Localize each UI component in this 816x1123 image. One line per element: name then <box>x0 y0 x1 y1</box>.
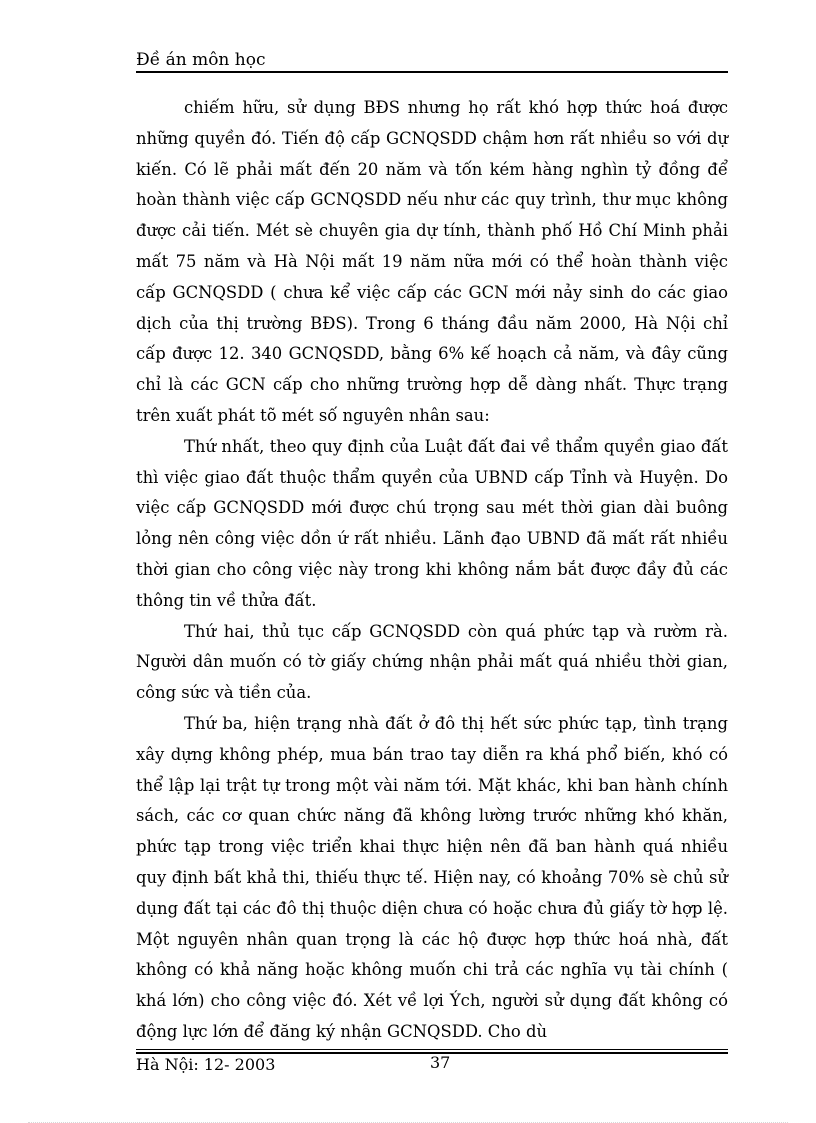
paragraph-2: Thứ nhất, theo quy định của Luật đất đai về thẩm quyền giao đất thì việc giao đất thuộc thẩm quyền của UBND cấp Tỉnh và Huyện. Do việc cấp GCNQSDD mới được chú trọng sau mét thời gian dài buông lỏng nên công việc dồn ứ rất nhiều. Lãnh đạo UBND đã mất rất nhiều thời gian cho công việc này trong khi không nắm bắt được đầy đủ các thông tin về thửa đất. <box>136 436 728 610</box>
page-number: 37 <box>430 1053 451 1072</box>
paragraph-3: Thứ hai, thủ tục cấp GCNQSDD còn quá phức tạp và rườm rà. Người dân muốn có tờ giấy chứng nhận phải mất quá nhiều thời gian, công sức và tiền của. <box>136 621 728 703</box>
paragraph-1: chiếm hữu, sử dụng BĐS nhưng họ rất khó hợp thức hoá được những quyền đó. Tiến độ cấp GCNQSDD chậm hơn rất nhiều so với dự kiến. Có lẽ phải mất đến 20 năm và tốn kém hàng nghìn tỷ đồng để hoàn thành việc cấp GCNQSDD nếu như các quy trình, thư mục không được cải tiến. Mét sè chuyên gia dự tính, thành phố Hồ Chí Minh phải mất 75 năm và Hà Nội mất 19 năm nữa mới có thể hoàn thành việc cấp GCNQSDD ( chưa kể việc cấp các GCN mới nảy sinh do các giao dịch của thị trường BĐS). Trong 6 tháng đầu năm 2000, Hà Nội chỉ cấp được 12. 340 GCNQSDD, bằng 6% kế hoạch cả năm, và đây cũng chỉ là các GCN cấp cho những trường hợp dễ dàng nhất. Thực trạng trên xuất phát tõ mét số nguyên nhân sau: <box>136 98 728 425</box>
page-header <box>136 50 728 70</box>
footer-rule-top <box>136 1049 728 1050</box>
footer-location-date: Hà Nội: 12- 2003 <box>136 1055 276 1074</box>
header-rule <box>136 71 728 73</box>
paragraph-4: Thứ ba, hiện trạng nhà đất ở đô thị hết sức phức tạp, tình trạng xây dựng không phép, mua bán trao tay diễn ra khá phổ biến, khó có thể lập lại trật tự trong một vài năm tới. Mặt khác, khi ban hành chính sách, các cơ quan chức năng đã không lường trước những khó khăn, phức tạp trong việc triển khai thực hiện nên đã ban hành quá nhiều quy định bất khả thi, thiếu thực tế. Hiện nay, có khoảng 70% sè chủ sử dụng đất tại các đô thị thuộc diện chưa có hoặc chưa đủ giấy tờ hợp lệ. Một nguyên nhân quan trọng là các hộ được hợp thức hoá nhà, đất không có khả năng hoặc không muốn chi trả các nghĩa vụ tài chính ( khá lớn) cho công việc đó. Xét về lợi Ých, người sử dụng đất không có động lực lớn để đăng ký nhận GCNQSDD. Cho dù <box>136 713 728 1041</box>
header-title: Đề án môn học <box>136 50 266 70</box>
page-body <box>136 93 728 1048</box>
